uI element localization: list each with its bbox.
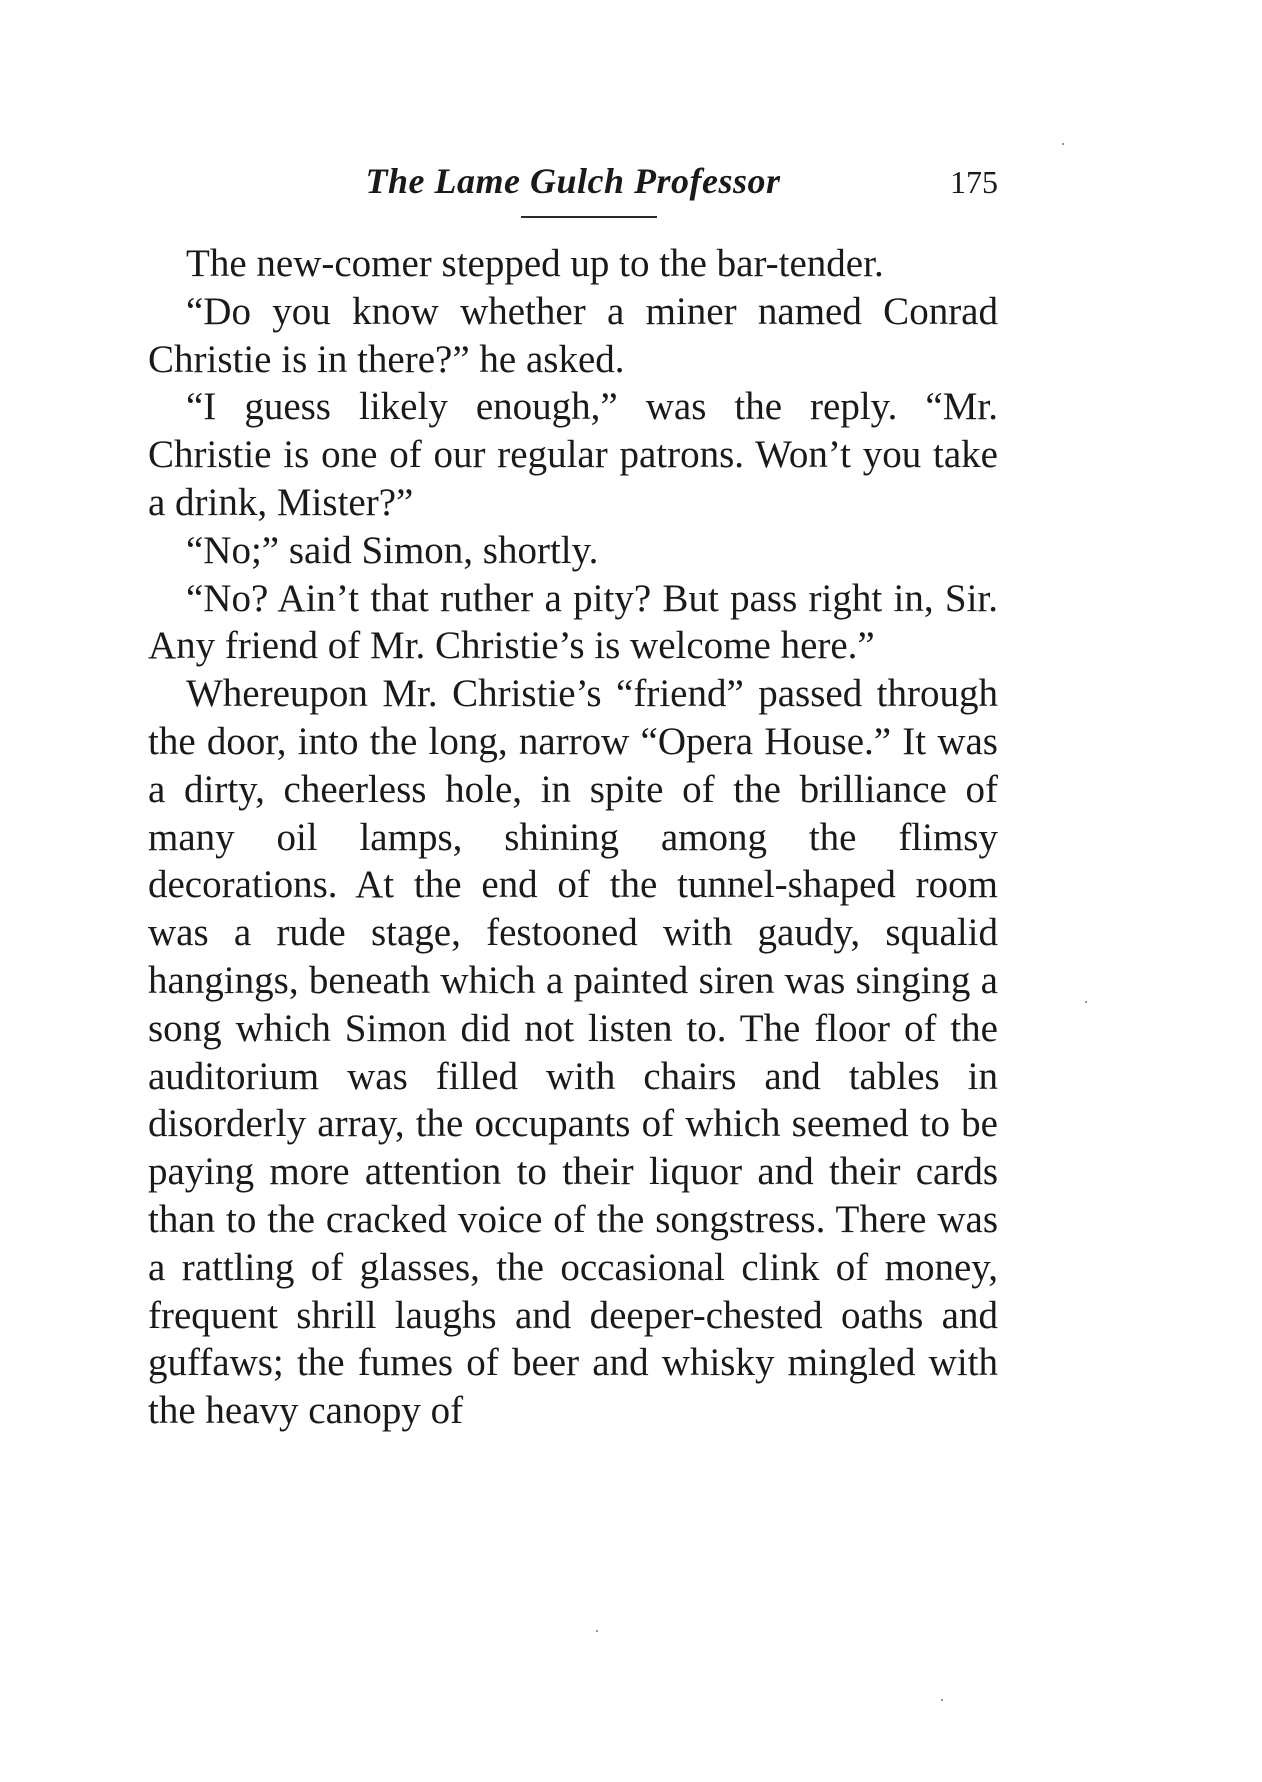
header-rule	[521, 216, 657, 218]
running-title: The Lame Gulch Professor	[365, 161, 781, 201]
paper-speck	[596, 1630, 598, 1632]
paragraph: Whereupon Mr. Christie’s “friend” passed through the door, into the long, narrow “Opera House.” It was a dirty, cheerless hole, in spite of the brilliance of many oil lamps, shining among the flimsy decorations. At the end of the tunnel-shaped room was a rude stage, festooned with gaudy, squalid hangings, beneath which a painted siren was singing a song which Simon did not listen to. The floor of the auditorium was filled with chairs and tables in disorderly array, the occupants of which seemed to be paying more attention to their liquor and their cards than to the cracked voice of the songstress. There was a rattling of glasses, the occasional clink of money, frequent shrill laughs and deeper-chested oaths and guffaws; the fumes of beer and whisky mingled with the heavy canopy of	[148, 672, 998, 1433]
page-number: 175	[950, 164, 998, 200]
paragraph: “Do you know whether a miner named Conrad Christie is in there?” he asked.	[148, 289, 998, 381]
paper-speck	[1062, 143, 1064, 145]
paragraph: The new-comer stepped up to the bar-tender.	[186, 242, 884, 285]
page-header	[148, 160, 998, 220]
paragraph: “I guess likely enough,” was the reply. “Mr. Christie is one of our regular patrons. Won’t you take a drink, Mister?”	[148, 385, 998, 524]
paper-speck	[941, 1699, 943, 1701]
page-body	[148, 240, 998, 1435]
paragraph: “No;” said Simon, shortly.	[186, 528, 599, 572]
paragraph: “No? Ain’t that ruther a pity? But pass right in, Sir. Any friend of Mr. Christie’s is welcome here.”	[148, 576, 998, 668]
paper-speck	[1085, 1001, 1087, 1003]
